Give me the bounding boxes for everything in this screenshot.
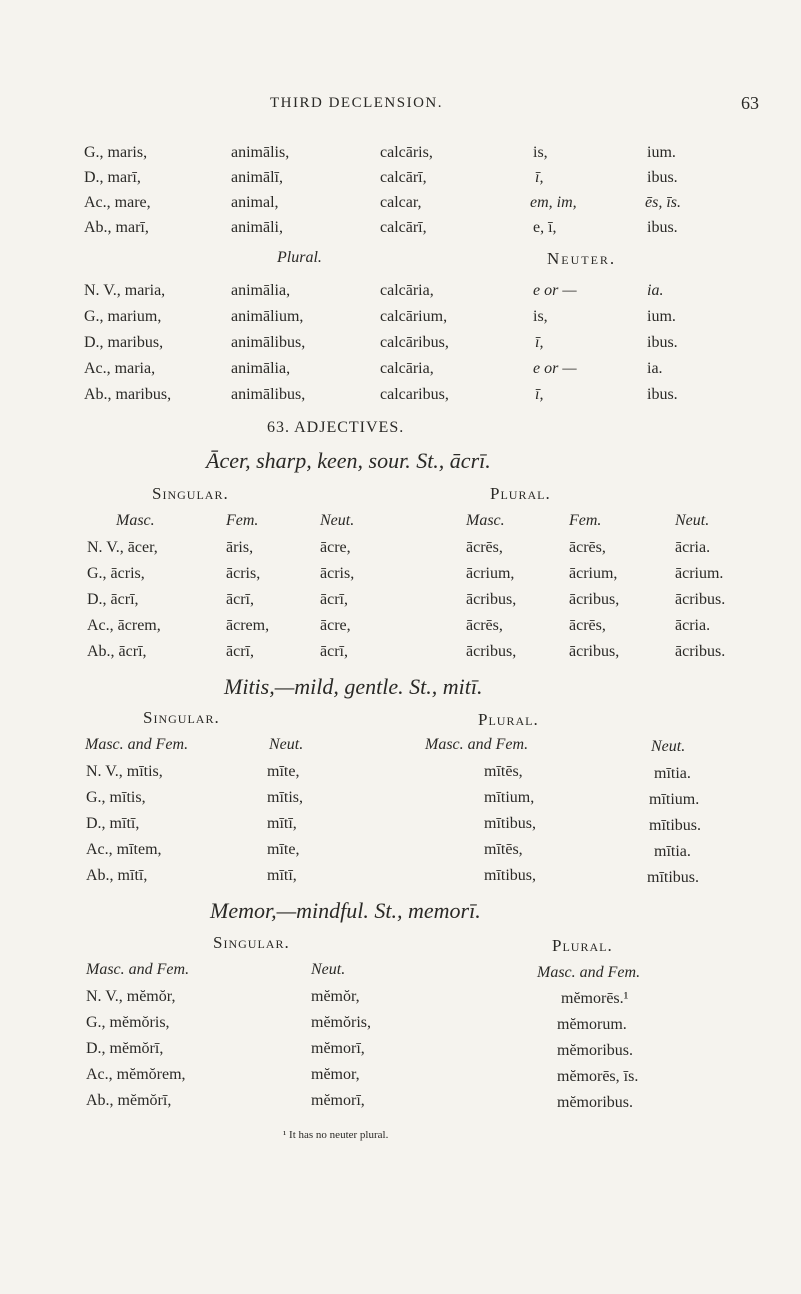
cell: mītī,: [267, 815, 297, 832]
case-cell: Ac., mare,: [84, 194, 151, 211]
column-header: Neut.: [269, 736, 304, 753]
case-cell: G., maris,: [84, 144, 148, 161]
cell: Ab., mītī,: [86, 867, 148, 884]
cell: calcar,: [380, 194, 422, 211]
cell: mītis,: [267, 789, 304, 806]
cell: G., mĕmŏris,: [86, 1014, 170, 1031]
acer-singular-label: Singular.: [152, 484, 229, 503]
cell: mĕmorī,: [311, 1092, 365, 1109]
cell: mītī,: [267, 867, 297, 884]
cell: ācrium.: [675, 565, 724, 582]
column-header: Neut.: [675, 512, 710, 529]
cell: animālium,: [231, 308, 304, 325]
case-cell: N. V., maria,: [84, 282, 166, 299]
column-header: Masc.: [466, 512, 505, 529]
cell: ī,: [535, 386, 544, 403]
cell: mītium.: [649, 791, 700, 808]
memor-singular-label: Singular.: [213, 933, 290, 952]
column-header: Neut.: [651, 738, 686, 755]
column-header: Masc. and Fem.: [85, 736, 189, 753]
cell: calcaribus,: [380, 386, 449, 403]
cell: ī,: [535, 169, 544, 186]
cell: ācrī,: [226, 591, 254, 608]
cell: ium.: [647, 144, 676, 161]
column-header: Fem.: [226, 512, 259, 529]
section-heading: 63. ADJECTIVES.: [267, 419, 405, 436]
cell: mīte,: [267, 841, 300, 858]
cell: ācria.: [675, 617, 711, 634]
cell: mītia.: [654, 765, 691, 782]
cell: mītibus,: [484, 867, 537, 884]
cell: ācrēs,: [466, 617, 503, 634]
column-header: Neut.: [320, 512, 355, 529]
case-cell: Ab., maribus,: [84, 386, 172, 403]
cell: mĕmŏris,: [311, 1014, 371, 1031]
cell: mĕmoribus.: [557, 1042, 633, 1059]
cell: Ac., mītem,: [86, 841, 162, 858]
column-header: Neut.: [311, 961, 346, 978]
cell: calcāribus,: [380, 334, 449, 351]
cell: animālibus,: [231, 386, 306, 403]
memor-title: Memor,—mindful. St., memorī.: [210, 898, 481, 923]
cell: N. V., ācer,: [87, 539, 158, 556]
memor-plural-label: Plural.: [552, 936, 613, 955]
cell: mītibus.: [649, 817, 702, 834]
case-cell: D., marī,: [84, 169, 141, 186]
column-header: Fem.: [569, 512, 602, 529]
mitis-plural-label: Plural.: [478, 710, 539, 729]
cell: G., ācris,: [87, 565, 145, 582]
cell: animālibus,: [231, 334, 306, 351]
neuter-label: Neuter.: [547, 249, 617, 268]
cell: ācribus,: [569, 591, 620, 608]
cell: mītibus,: [484, 815, 537, 832]
cell: D., mītī,: [86, 815, 140, 832]
footnote: ¹ It has no neuter plural.: [283, 1129, 389, 1141]
cell: calcāria,: [380, 360, 434, 377]
cell: ium.: [647, 308, 676, 325]
cell: mītium,: [484, 789, 535, 806]
case-cell: D., maribus,: [84, 334, 164, 351]
cell: animālia,: [231, 282, 291, 299]
cell: mītibus.: [647, 869, 700, 886]
cell: is,: [533, 144, 548, 161]
cell: Ab., ācrī,: [87, 643, 147, 660]
cell: e, ī,: [533, 219, 557, 236]
running-header: THIRD DECLENSION.: [270, 95, 443, 111]
cell: ibus.: [647, 386, 678, 403]
cell: ēs, īs.: [645, 194, 681, 211]
column-header: Masc. and Fem.: [537, 964, 641, 981]
cell: mītēs,: [484, 841, 523, 858]
cell: ācre,: [320, 617, 351, 634]
cell: G., mītis,: [86, 789, 146, 806]
column-header: Masc. and Fem.: [86, 961, 190, 978]
cell: mĕmŏr,: [311, 988, 360, 1005]
cell: ācrium,: [466, 565, 515, 582]
cell: ācris,: [320, 565, 355, 582]
cell: ācrēs,: [466, 539, 503, 556]
mitis-singular-label: Singular.: [143, 708, 220, 727]
cell: ācribus.: [675, 591, 726, 608]
cell: ācria.: [675, 539, 711, 556]
cell: calcāris,: [380, 144, 433, 161]
case-cell: G., marium,: [84, 308, 162, 325]
cell: Ab., mĕmŏrī,: [86, 1092, 172, 1109]
cell: mĕmorēs.¹: [561, 990, 629, 1007]
cell: mītia.: [654, 843, 691, 860]
cell: Ac., mĕmŏrem,: [86, 1066, 186, 1083]
cell: animālī,: [231, 169, 283, 186]
cell: e or —: [533, 360, 577, 377]
cell: ācrēs,: [569, 539, 606, 556]
cell: ācribus.: [675, 643, 726, 660]
cell: ācrī,: [226, 643, 254, 660]
cell: em, im,: [530, 194, 577, 211]
cell: mĕmorēs, īs.: [557, 1068, 639, 1085]
cell: N. V., mĕmŏr,: [86, 988, 176, 1005]
cell: calcāria,: [380, 282, 434, 299]
cell: ācribus,: [466, 591, 517, 608]
cell: ī,: [535, 334, 544, 351]
cell: ācrēs,: [569, 617, 606, 634]
cell: ācrem,: [226, 617, 270, 634]
cell: ācrī,: [320, 643, 348, 660]
cell: calcārī,: [380, 169, 427, 186]
cell: D., ācrī,: [87, 591, 139, 608]
cell: ācrī,: [320, 591, 348, 608]
cell: ācrium,: [569, 565, 618, 582]
cell: ibus.: [647, 169, 678, 186]
cell: ibus.: [647, 219, 678, 236]
acer-title: Ācer, sharp, keen, sour. St., ācrī.: [206, 448, 491, 473]
cell: calcārium,: [380, 308, 448, 325]
cell: animālis,: [231, 144, 290, 161]
cell: āris,: [226, 539, 254, 556]
cell: mītēs,: [484, 763, 523, 780]
plural-label: Plural.: [277, 249, 322, 266]
cell: ācre,: [320, 539, 351, 556]
cell: mīte,: [267, 763, 300, 780]
cell: N. V., mītis,: [86, 763, 163, 780]
cell: is,: [533, 308, 548, 325]
cell: D., mĕmŏrī,: [86, 1040, 164, 1057]
cell: mĕmorum.: [557, 1016, 627, 1033]
cell: animāli,: [231, 219, 283, 236]
cell: ācribus,: [466, 643, 517, 660]
cell: ia.: [647, 282, 664, 299]
column-header: Masc. and Fem.: [425, 736, 529, 753]
cell: animālia,: [231, 360, 291, 377]
cell: animal,: [231, 194, 279, 211]
cell: ia.: [647, 360, 663, 377]
cell: calcārī,: [380, 219, 427, 236]
case-cell: Ab., marī,: [84, 219, 149, 236]
acer-plural-label: Plural.: [490, 484, 551, 503]
cell: ibus.: [647, 334, 678, 351]
cell: ācribus,: [569, 643, 620, 660]
cell: e or —: [533, 282, 577, 299]
cell: mĕmoribus.: [557, 1094, 633, 1111]
case-cell: Ac., maria,: [84, 360, 156, 377]
cell: Ac., ācrem,: [87, 617, 161, 634]
page-number: 63: [741, 93, 759, 113]
cell: mĕmor,: [311, 1066, 360, 1083]
cell: ācris,: [226, 565, 261, 582]
mitis-title: Mitis,—mild, gentle. St., mitī.: [224, 674, 483, 699]
column-header: Masc.: [116, 512, 155, 529]
cell: mĕmorī,: [311, 1040, 365, 1057]
